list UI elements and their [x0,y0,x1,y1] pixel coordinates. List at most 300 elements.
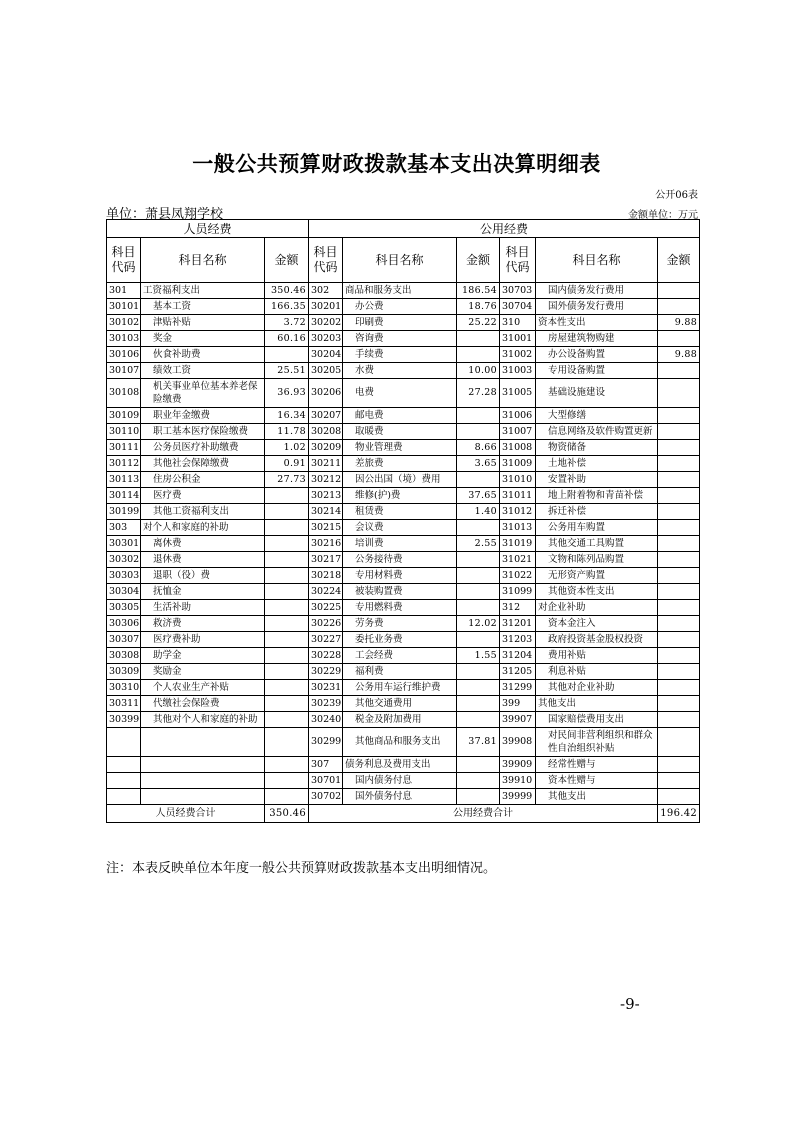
subject-code-cell: 30199 [107,504,141,520]
subject-code-cell: 31299 [500,680,536,696]
subject-name-cell: 差旅费 [343,456,457,472]
table-row [107,520,700,536]
amount-cell [265,600,309,616]
subject-name-cell: 奖金 [141,331,265,347]
amount-cell [457,347,500,363]
subject-name-cell: 其他交通工具购置 [536,536,658,552]
amount-cell [658,728,700,757]
form-number: 公开06表 [655,190,698,201]
subject-name-cell: 医疗费补助 [141,632,265,648]
subject-name-cell: 公务用车运行维护费 [343,680,457,696]
amount-cell [658,712,700,728]
amount-cell: 12.02 [457,616,500,632]
amount-cell: 2.55 [457,536,500,552]
subject-name-cell: 国内债务发行费用 [536,283,658,299]
subject-name-cell: 绩效工资 [141,363,265,379]
table-row [107,472,700,488]
group-header-row [107,220,700,238]
amount-cell [265,648,309,664]
table-row [107,568,700,584]
subject-code-cell: 30110 [107,424,141,440]
amount-cell [265,568,309,584]
subject-code-cell: 30215 [309,520,343,536]
subject-code-cell: 30108 [107,379,141,408]
subject-name-cell: 对民间非营利组织和群众性自治组织补贴 [536,728,658,757]
subject-name-cell: 资本性赠与 [536,773,658,789]
table-row [107,789,700,805]
subject-code-cell: 30106 [107,347,141,363]
amount-cell [265,712,309,728]
subject-name-cell: 专用燃料费 [343,600,457,616]
amount-cell: 60.16 [265,331,309,347]
subject-name-cell: 专用材料费 [343,568,457,584]
table-row [107,680,700,696]
table-row [107,616,700,632]
amount-cell: 0.91 [265,456,309,472]
amount-cell [265,757,309,773]
table-row [107,536,700,552]
subject-name-cell: 专用设备购置 [536,363,658,379]
amount-cell [658,472,700,488]
col-header-amount: 金额 [265,238,309,283]
table-row [107,315,700,331]
subject-code-cell: 31005 [500,379,536,408]
amount-cell [658,757,700,773]
table-row [107,757,700,773]
amount-cell: 8.66 [457,440,500,456]
subject-name-cell: 培训费 [343,536,457,552]
subject-code-cell: 30113 [107,472,141,488]
subject-name-cell: 安置补助 [536,472,658,488]
subject-name-cell: 无形资产购置 [536,568,658,584]
amount-cell: 25.51 [265,363,309,379]
amount-cell [457,664,500,680]
subject-code-cell: 31007 [500,424,536,440]
subject-name-cell: 其他支出 [536,696,658,712]
personnel-total-label: 人员经费合计 [107,805,265,823]
subject-name-cell: 其他对企业补助 [536,680,658,696]
subject-code-cell: 30205 [309,363,343,379]
amount-cell [658,648,700,664]
amount-cell [658,600,700,616]
amount-cell [265,632,309,648]
subject-name-cell: 资本性支出 [536,315,658,331]
subject-code-cell: 39908 [500,728,536,757]
subject-code-cell: 39910 [500,773,536,789]
subject-code-cell: 30214 [309,504,343,520]
subject-name-cell [141,728,265,757]
subject-name-cell: 取暖费 [343,424,457,440]
subject-code-cell: 30217 [309,552,343,568]
subject-code-cell: 30301 [107,536,141,552]
subject-name-cell: 救济费 [141,616,265,632]
amount-cell [265,584,309,600]
subject-name-cell: 其他支出 [536,789,658,805]
subject-name-cell: 税金及附加费用 [343,712,457,728]
expenditure-table [106,219,700,823]
subject-name-cell: 国内债务付息 [343,773,457,789]
amount-cell [265,520,309,536]
subject-code-cell: 30103 [107,331,141,347]
amount-cell [457,552,500,568]
table-row [107,504,700,520]
subject-name-cell [141,789,265,805]
page-title: 一般公共预算财政拨款基本支出决算明细表 [192,151,601,176]
subject-code-cell: 31022 [500,568,536,584]
table-row [107,379,700,408]
table-row [107,440,700,456]
subject-code-cell: 30111 [107,440,141,456]
amount-cell [265,347,309,363]
subject-code-cell: 39909 [500,757,536,773]
subject-name-cell: 邮电费 [343,408,457,424]
subject-code-cell: 30311 [107,696,141,712]
amount-cell: 9.88 [658,315,700,331]
subject-code-cell: 30203 [309,331,343,347]
amount-cell [265,789,309,805]
amount-cell [658,408,700,424]
amount-cell [265,504,309,520]
subject-name-cell: 对个人和家庭的补助 [141,520,265,536]
subject-code-cell: 31013 [500,520,536,536]
subject-name-cell: 其他社会保障缴费 [141,456,265,472]
col-header-amount: 金额 [457,238,500,283]
subject-code-cell: 31021 [500,552,536,568]
amount-cell: 166.35 [265,299,309,315]
subject-name-cell: 会议费 [343,520,457,536]
subject-name-cell: 债务利息及费用支出 [343,757,457,773]
table-row [107,456,700,472]
amount-cell [457,424,500,440]
subject-name-cell: 大型修缮 [536,408,658,424]
amount-cell [265,728,309,757]
amount-cell: 18.76 [457,299,500,315]
table-row [107,600,700,616]
amount-cell [658,680,700,696]
amount-cell [457,331,500,347]
amount-cell [658,488,700,504]
table-row [107,728,700,757]
subject-name-cell: 其他交通费用 [343,696,457,712]
subject-name-cell: 电费 [343,379,457,408]
amount-cell [658,696,700,712]
subject-code-cell: 399 [500,696,536,712]
subject-code-cell: 31006 [500,408,536,424]
subject-name-cell: 退职（役）费 [141,568,265,584]
subject-name-cell: 咨询费 [343,331,457,347]
subject-code-cell: 30204 [309,347,343,363]
amount-cell [265,552,309,568]
subject-name-cell: 物业管理费 [343,440,457,456]
amount-cell [457,472,500,488]
amount-cell: 16.34 [265,408,309,424]
amount-cell [265,773,309,789]
amount-cell [457,712,500,728]
subject-code-cell: 31203 [500,632,536,648]
subject-name-cell: 文物和陈列品购置 [536,552,658,568]
table-row [107,424,700,440]
amount-cell [658,379,700,408]
subject-code-cell: 31003 [500,363,536,379]
subject-code-cell: 31008 [500,440,536,456]
subject-name-cell: 基本工资 [141,299,265,315]
subject-name-cell: 土地补偿 [536,456,658,472]
subject-code-cell: 31001 [500,331,536,347]
subject-name-cell: 住房公积金 [141,472,265,488]
subject-code-cell: 301 [107,283,141,299]
table-row [107,347,700,363]
amount-cell: 10.00 [457,363,500,379]
table-row [107,584,700,600]
amount-cell [457,632,500,648]
subject-name-cell [141,773,265,789]
subject-name-cell: 机关事业单位基本养老保险缴费 [141,379,265,408]
amount-cell: 37.65 [457,488,500,504]
table-row [107,408,700,424]
subject-name-cell: 职业年金缴费 [141,408,265,424]
amount-cell [265,488,309,504]
subject-name-cell: 因公出国（境）费用 [343,472,457,488]
subject-code-cell: 30228 [309,648,343,664]
subject-name-cell: 奖励金 [141,664,265,680]
subject-code-cell: 30227 [309,632,343,648]
subject-code-cell: 30216 [309,536,343,552]
subject-code-cell: 31012 [500,504,536,520]
subject-name-cell: 抚恤金 [141,584,265,600]
subject-code-cell: 30112 [107,456,141,472]
amount-cell [457,520,500,536]
subject-name-cell: 国外债务发行费用 [536,299,658,315]
subject-code-cell: 31002 [500,347,536,363]
subject-name-cell: 福利费 [343,664,457,680]
subject-code-cell: 31019 [500,536,536,552]
subject-name-cell: 水费 [343,363,457,379]
amount-cell: 350.46 [265,283,309,299]
amount-cell [658,504,700,520]
subject-code-cell: 30211 [309,456,343,472]
subject-code-cell: 30399 [107,712,141,728]
amount-cell [457,568,500,584]
amount-cell: 1.55 [457,648,500,664]
amount-cell [658,664,700,680]
subject-code-cell: 30224 [309,584,343,600]
subject-name-cell: 国家赔偿费用支出 [536,712,658,728]
amount-cell [658,568,700,584]
col-header-code: 科目代码 [500,238,536,283]
amount-cell [658,456,700,472]
subject-name-cell: 印刷费 [343,315,457,331]
subject-name-cell: 基础设施建设 [536,379,658,408]
subject-name-cell: 津贴补贴 [141,315,265,331]
col-header-code: 科目代码 [107,238,141,283]
subject-code-cell: 30701 [309,773,343,789]
table-row [107,283,700,299]
subject-name-cell: 房屋建筑物购建 [536,331,658,347]
subject-code-cell: 30114 [107,488,141,504]
amount-cell: 36.93 [265,379,309,408]
subject-name-cell: 伙食补助费 [141,347,265,363]
col-header-name: 科目名称 [343,238,457,283]
subject-code-cell: 312 [500,600,536,616]
amount-cell [658,363,700,379]
amount-cell [658,536,700,552]
subject-code-cell: 302 [309,283,343,299]
amount-cell [265,616,309,632]
column-header-row [107,238,700,283]
subject-code-cell: 30309 [107,664,141,680]
subject-name-cell: 其他工资福利支出 [141,504,265,520]
amount-cell [658,520,700,536]
subject-name-cell: 助学金 [141,648,265,664]
subject-name-cell: 地上附着物和青苗补偿 [536,488,658,504]
amount-cell [658,552,700,568]
subject-code-cell: 30218 [309,568,343,584]
subject-name-cell: 公务员医疗补助缴费 [141,440,265,456]
personnel-group-header: 人员经费 [107,220,309,238]
amount-cell: 186.54 [457,283,500,299]
public-group-header: 公用经费 [309,220,700,238]
subject-code-cell: 30307 [107,632,141,648]
table-row [107,488,700,504]
amount-cell: 11.78 [265,424,309,440]
table-row [107,299,700,315]
subject-name-cell [141,757,265,773]
subject-code-cell: 307 [309,757,343,773]
subject-name-cell: 租赁费 [343,504,457,520]
subject-name-cell: 拆迁补偿 [536,504,658,520]
col-header-name: 科目名称 [141,238,265,283]
subject-code-cell: 30109 [107,408,141,424]
footnote: 注：本表反映单位本年度一般公共预算财政拨款基本支出明细情况。 [106,861,497,876]
subject-name-cell: 费用补贴 [536,648,658,664]
subject-name-cell: 工资福利支出 [141,283,265,299]
subject-code-cell: 30303 [107,568,141,584]
table-row [107,773,700,789]
subject-name-cell: 其他商品和服务支出 [343,728,457,757]
public-total-amount: 196.42 [658,805,700,823]
amount-cell [457,757,500,773]
amount-cell [457,408,500,424]
amount-cell: 27.28 [457,379,500,408]
subject-code-cell: 31205 [500,664,536,680]
subject-name-cell: 公务接待费 [343,552,457,568]
subject-name-cell: 委托业务费 [343,632,457,648]
table-row [107,331,700,347]
subject-code-cell: 30704 [500,299,536,315]
subject-name-cell: 资本金注入 [536,616,658,632]
subject-code-cell: 303 [107,520,141,536]
subject-name-cell: 经常性赠与 [536,757,658,773]
amount-cell [457,789,500,805]
amount-cell [265,696,309,712]
subject-code-cell: 30102 [107,315,141,331]
subject-name-cell: 商品和服务支出 [343,283,457,299]
subject-code-cell: 30226 [309,616,343,632]
subject-name-cell: 个人农业生产补贴 [141,680,265,696]
amount-cell [457,600,500,616]
subject-name-cell: 对企业补助 [536,600,658,616]
subject-code-cell: 30306 [107,616,141,632]
subject-name-cell: 利息补贴 [536,664,658,680]
col-header-code: 科目代码 [309,238,343,283]
subject-code-cell: 310 [500,315,536,331]
table-row [107,648,700,664]
totals-row [107,805,700,823]
subject-code-cell: 30229 [309,664,343,680]
subject-code-cell: 31201 [500,616,536,632]
subject-name-cell: 办公设备购置 [536,347,658,363]
subject-name-cell: 其他资本性支出 [536,584,658,600]
subject-code-cell [107,757,141,773]
subject-code-cell: 30206 [309,379,343,408]
subject-code-cell: 30702 [309,789,343,805]
subject-name-cell: 代缴社会保险费 [141,696,265,712]
subject-code-cell: 30703 [500,283,536,299]
subject-name-cell: 物资储备 [536,440,658,456]
subject-name-cell: 退休费 [141,552,265,568]
subject-code-cell [107,773,141,789]
subject-code-cell: 31011 [500,488,536,504]
page-number: -9- [620,995,640,1013]
amount-cell [457,680,500,696]
subject-code-cell: 30231 [309,680,343,696]
subject-name-cell: 维修(护)费 [343,488,457,504]
subject-name-cell: 劳务费 [343,616,457,632]
subject-code-cell: 30101 [107,299,141,315]
amount-cell: 27.73 [265,472,309,488]
amount-cell: 3.72 [265,315,309,331]
col-header-name: 科目名称 [536,238,658,283]
subject-code-cell: 30209 [309,440,343,456]
subject-code-cell: 30202 [309,315,343,331]
amount-cell [265,680,309,696]
col-header-amount: 金额 [658,238,700,283]
amount-cell [658,424,700,440]
subject-code-cell: 39907 [500,712,536,728]
subject-code-cell [107,789,141,805]
amount-cell [658,789,700,805]
amount-unit-label: 金额单位：万元 [628,210,698,221]
subject-code-cell: 30107 [107,363,141,379]
subject-name-cell: 其他对个人和家庭的补助 [141,712,265,728]
subject-code-cell: 31099 [500,584,536,600]
amount-cell: 25.22 [457,315,500,331]
subject-name-cell: 被装购置费 [343,584,457,600]
subject-code-cell: 30240 [309,712,343,728]
subject-code-cell [107,728,141,757]
amount-cell [658,616,700,632]
subject-code-cell: 30212 [309,472,343,488]
table-row [107,632,700,648]
amount-cell [658,331,700,347]
subject-name-cell: 手续费 [343,347,457,363]
personnel-total-amount: 350.46 [265,805,309,823]
table-row [107,696,700,712]
amount-cell [457,696,500,712]
table-row [107,712,700,728]
subject-code-cell: 30305 [107,600,141,616]
subject-code-cell: 30308 [107,648,141,664]
public-total-label: 公用经费合计 [309,805,658,823]
subject-code-cell: 30207 [309,408,343,424]
subject-name-cell: 政府投资基金股权投资 [536,632,658,648]
subject-code-cell: 30310 [107,680,141,696]
subject-code-cell: 31009 [500,456,536,472]
subject-code-cell: 39999 [500,789,536,805]
amount-cell [658,283,700,299]
subject-name-cell: 公务用车购置 [536,520,658,536]
table-row [107,363,700,379]
